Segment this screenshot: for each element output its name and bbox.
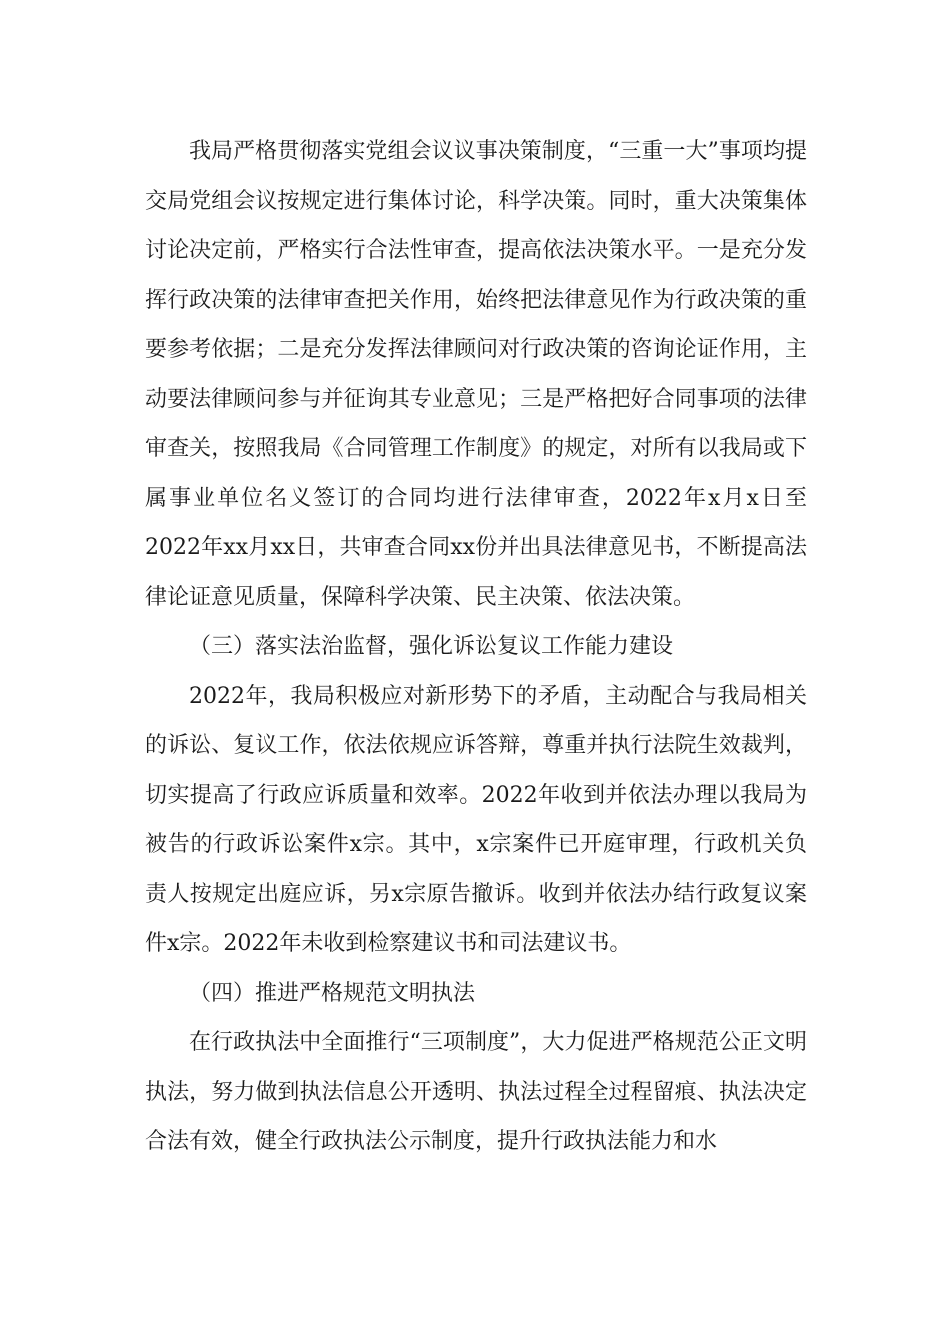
paragraph-litigation: 2022年，我局积极应对新形势下的矛盾，主动配合与我局相关的诉讼、复议工作，依法依规应诉答辩，尊重并执行法院生效裁判，切实提高了行政应诉质量和效率。2022年收到并依法办理以我局为被告的行政诉讼案件x宗。其中，x宗案件已开庭审理，行政机关负责人按规定出庭应诉，另x宗原告撤诉。收到并依法办结行政复议案件x宗。2022年未收到检察建议书和司法建议书。 — [145, 683, 807, 956]
section-heading-4: （四）推进严格规范文明执法 — [189, 980, 476, 1006]
section-heading-3: （三）落实法治监督，强化诉讼复议工作能力建设 — [189, 634, 674, 659]
document-body — [145, 127, 807, 1167]
paragraph-decision-system: 我局严格贯彻落实党组会议议事决策制度，“三重一大”事项均提交局党组会议按规定进行集体讨论，科学决策。同时，重大决策集体讨论决定前，严格实行合法性审查，提高依法决策水平。一是充分发挥行政决策的法律审查把关作用，始终把法律意见作为行政决策的重要参考依据；二是充分发挥法律顾问对行政决策的咨询论证作用，主动要法律顾问参与并征询其专业意见；三是严格把好合同事项的法律审查关，按照我局《合同管理工作制度》的规定，对所有以我局或下属事业单位名义签订的合同均进行法律审查，2022年x月x日至2022年xx月xx日，共审查合同xx份并出具法律意见书，不断提高法律论证意见质量，保障科学决策、民主决策、依法决策。 — [145, 139, 807, 610]
paragraph-law-enforcement: 在行政执法中全面推行“三项制度”，大力促进严格规范公正文明执法，努力做到执法信息公开透明、执法过程全过程留痕、执法决定合法有效，健全行政执法公示制度，提升行政执法能力和水 — [145, 1030, 807, 1154]
